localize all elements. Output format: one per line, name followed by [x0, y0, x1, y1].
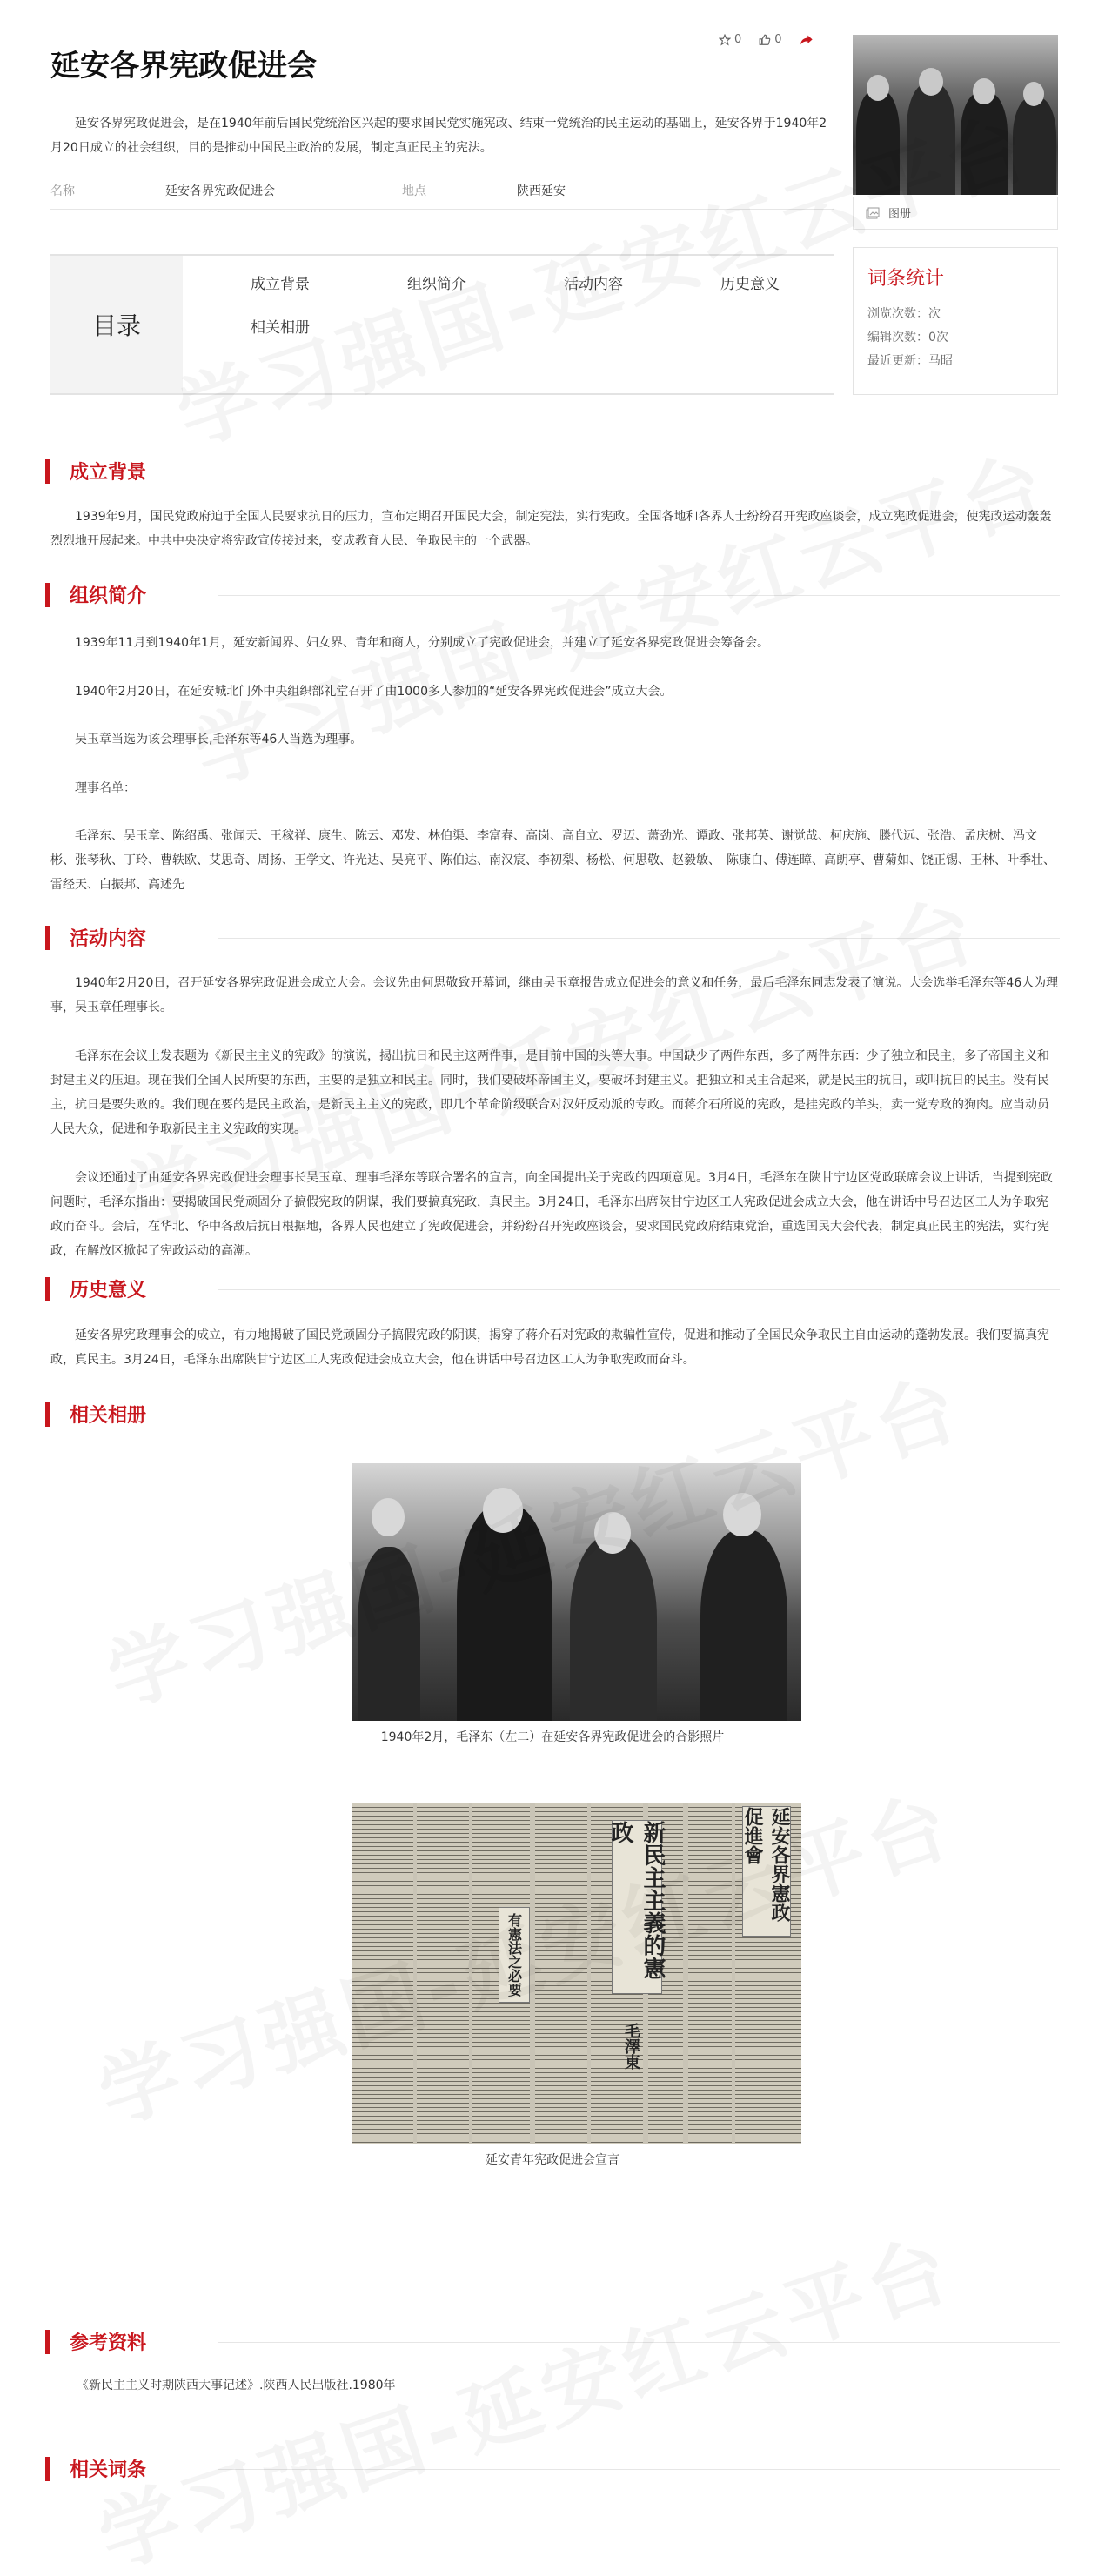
toc-item-activities[interactable]: 活动内容 [564, 276, 623, 293]
photo-caption: 延安青年宪政促进会宣言 [486, 2153, 619, 2167]
section-title: 历史意义 [70, 1280, 147, 1301]
toc-item-album[interactable]: 相关相册 [251, 319, 310, 337]
place-label: 地点 [402, 184, 426, 198]
album-photo-newspaper[interactable] [352, 1803, 801, 2144]
table-of-contents [50, 254, 834, 395]
stats-updated: 最近更新：马昭 [867, 354, 953, 368]
section-title: 成立背景 [70, 462, 147, 484]
favorite-count: 0 [734, 33, 742, 46]
entry-intro: 延安各界宪政促进会，是在1940年前后国民党统治区兴起的要求国民党实施宪政、结束一党统治的民主运动的基础上，延安各界于1940年2月20日成立的社会组织，目的是推动中国民主政治的发展，制定真正民主的宪法。 [50, 117, 827, 155]
section-title: 相关相册 [70, 1405, 147, 1427]
newspaper-headline: 新民主主義的憲政 [612, 1820, 662, 1994]
share-button[interactable] [800, 34, 814, 46]
entry-actions [719, 33, 814, 46]
section-album-heading [45, 1397, 1060, 1432]
album-icon [866, 207, 880, 219]
section-title: 组织简介 [70, 585, 147, 607]
activities-paragraph: 1940年2月20日，召开延安各界宪政促进会成立大会。会议先由何思敬致开幕词，继由吴玉章报告成立促进会的意义和任务，最后毛泽东同志发表了演说。大会选举毛泽东等46人为理事，吴玉章任理事长。 [50, 976, 1059, 1014]
reference-item: 《新民主主义时期陕西大事记述》.陕西人民出版社.1980年 [77, 2379, 396, 2392]
photo-caption: 1940年2月，毛泽东（左二）在延安各界宪政促进会的合影照片 [380, 1730, 725, 1744]
stats-views: 浏览次数：次 [867, 307, 941, 321]
newspaper-banner: 延安各界憲政促進會 [742, 1806, 791, 1937]
share-icon [800, 34, 814, 46]
album-photo-group[interactable] [352, 1463, 801, 1721]
like-count: 0 [774, 33, 782, 46]
directors-list: 毛泽东、吴玉章、陈绍禹、张闻天、王稼祥、康生、陈云、邓发、林伯渠、李富春、高岗、高自立、罗迈、萧劲光、谭政、张邦英、谢觉哉、柯庆施、滕代远、张浩、孟庆树、冯文彬、张琴秋、丁玲、曹轶欧、艾思奇、周扬、王学文、许光达、吴亮平、陈伯达、南汉宸、李初梨、杨松、何思敬、赵毅敏、 陈康白、傅连暲、高朗亭、曹菊如、饶正锡、王林、叶季壮、雷经天、白振邦、高述先 [50, 829, 1055, 892]
organization-paragraph: 吴玉章当选为该会理事长,毛泽东等46人当选为理事。 [75, 733, 363, 746]
album-link[interactable] [853, 197, 1058, 230]
cover-photo[interactable] [853, 35, 1058, 195]
activities-paragraph: 毛泽东在会议上发表题为《新民主主义的宪政》的演说，揭出抗日和民主这两件事，是目前中国的头等大事。中国缺少了两件东西，多了两件东西：少了独立和民主，多了帝国主义和封建主义的压迫。现在我们全国人民所要的东西，主要的是独立和民主。同时，我们要破坏帝国主义，要破坏封建主义。把独立和民主合起来，就是民主的抗日，或叫抗日的民主。没有民主，抗日是要失败的。我们现在要的是民主政治，是新民主主义的宪政，即几个革命阶级联合对汉奸反动派的专政。而蒋介石所说的宪政，是挂宪政的羊头，卖一党专政的狗肉。应当动员人民大众，促进和争取新民主主义宪政的实现。 [50, 1049, 1049, 1136]
name-value: 延安各界宪政促进会 [165, 184, 275, 198]
name-label: 名称 [50, 184, 75, 198]
section-references-heading [45, 2325, 1060, 2359]
section-related-heading [45, 2452, 1060, 2486]
entry-meta [50, 177, 834, 210]
thumbs-up-icon [759, 34, 771, 46]
organization-paragraph: 1939年11月到1940年1月，延安新闻界、妇女界、青年和商人，分别成立了宪政促进会，并建立了延安各界宪政促进会筹备会。 [75, 636, 769, 650]
newspaper-author: 毛澤東 [622, 2023, 640, 2070]
toc-item-background[interactable]: 成立背景 [251, 276, 310, 293]
place-value: 陕西延安 [517, 184, 566, 198]
section-title: 相关词条 [70, 2459, 147, 2481]
section-title: 参考资料 [70, 2332, 147, 2354]
like-button[interactable] [759, 33, 781, 46]
section-title: 活动内容 [70, 928, 147, 950]
stats-title: 词条统计 [867, 268, 945, 290]
toc-item-organization[interactable]: 组织简介 [407, 276, 466, 293]
stats-edits: 编辑次数：0次 [867, 331, 948, 345]
section-background-heading [45, 454, 1060, 489]
album-label: 图册 [888, 208, 912, 221]
page-title: 延安各界宪政促进会 [50, 49, 317, 84]
significance-paragraph: 延安各界宪政理事会的成立，有力地揭破了国民党顽固分子搞假宪政的阴谋，揭穿了蒋介石对宪政的欺骗性宣传，促进和推动了全国民众争取民主自由运动的蓬勃发展。我们要搞真宪政，真民主。3月24日，毛泽东出席陕甘宁边区工人宪政促进会成立大会，他在讲话中号召边区工人为争取宪政而奋斗。 [50, 1328, 1049, 1367]
background-paragraph: 1939年9月，国民党政府迫于全国人民要求抗日的压力，宣布定期召开国民大会，制定宪法，实行宪政。全国各地和各界人士纷纷召开宪政座谈会，成立宪政促进会，使宪政运动轰轰烈烈地开展起来。中共中央决定将宪政宣传接过来，变成教育人民、争取民主的一个武器。 [50, 510, 1052, 548]
activities-paragraph: 会议还通过了由延安各界宪政促进会理事长吴玉章、理事毛泽东等联合署名的宣言，向全国提出关于宪政的四项意见。3月4日，毛泽东在陕甘宁边区党政联席会议上讲话，当提到宪政问题时，毛泽东指出：要揭破国民党顽固分子搞假宪政的阴谋，我们要搞真宪政，真民主。3月24日，毛泽东出席陕甘宁边区工人宪政促进会成立大会，他在讲话中号召边区工人为争取宪政而奋斗。会后，在华北、华中各敌后抗日根据地，各界人民也建立了宪政促进会，并纷纷召开宪政座谈会，要求国民党政府结束党治，重选国民大会代表，制定真正民主的宪法，实行宪政，在解放区掀起了宪政运动的高潮。 [50, 1171, 1053, 1258]
toc-heading: 目录 [50, 256, 183, 393]
section-significance-heading [45, 1272, 1060, 1307]
entry-stats [853, 247, 1058, 395]
section-activities-heading [45, 920, 1060, 955]
section-organization-heading [45, 578, 1060, 612]
newspaper-sidebar-title: 有憲法之必要 [499, 1907, 530, 2003]
organization-paragraph: 1940年2月20日，在延安城北门外中央组织部礼堂召开了由1000多人参加的“延安各界宪政促进会”成立大会。 [75, 685, 673, 699]
favorite-button[interactable] [719, 33, 741, 46]
star-icon [719, 34, 731, 46]
toc-item-significance[interactable]: 历史意义 [720, 276, 780, 293]
organization-paragraph: 理事名单： [75, 781, 136, 795]
